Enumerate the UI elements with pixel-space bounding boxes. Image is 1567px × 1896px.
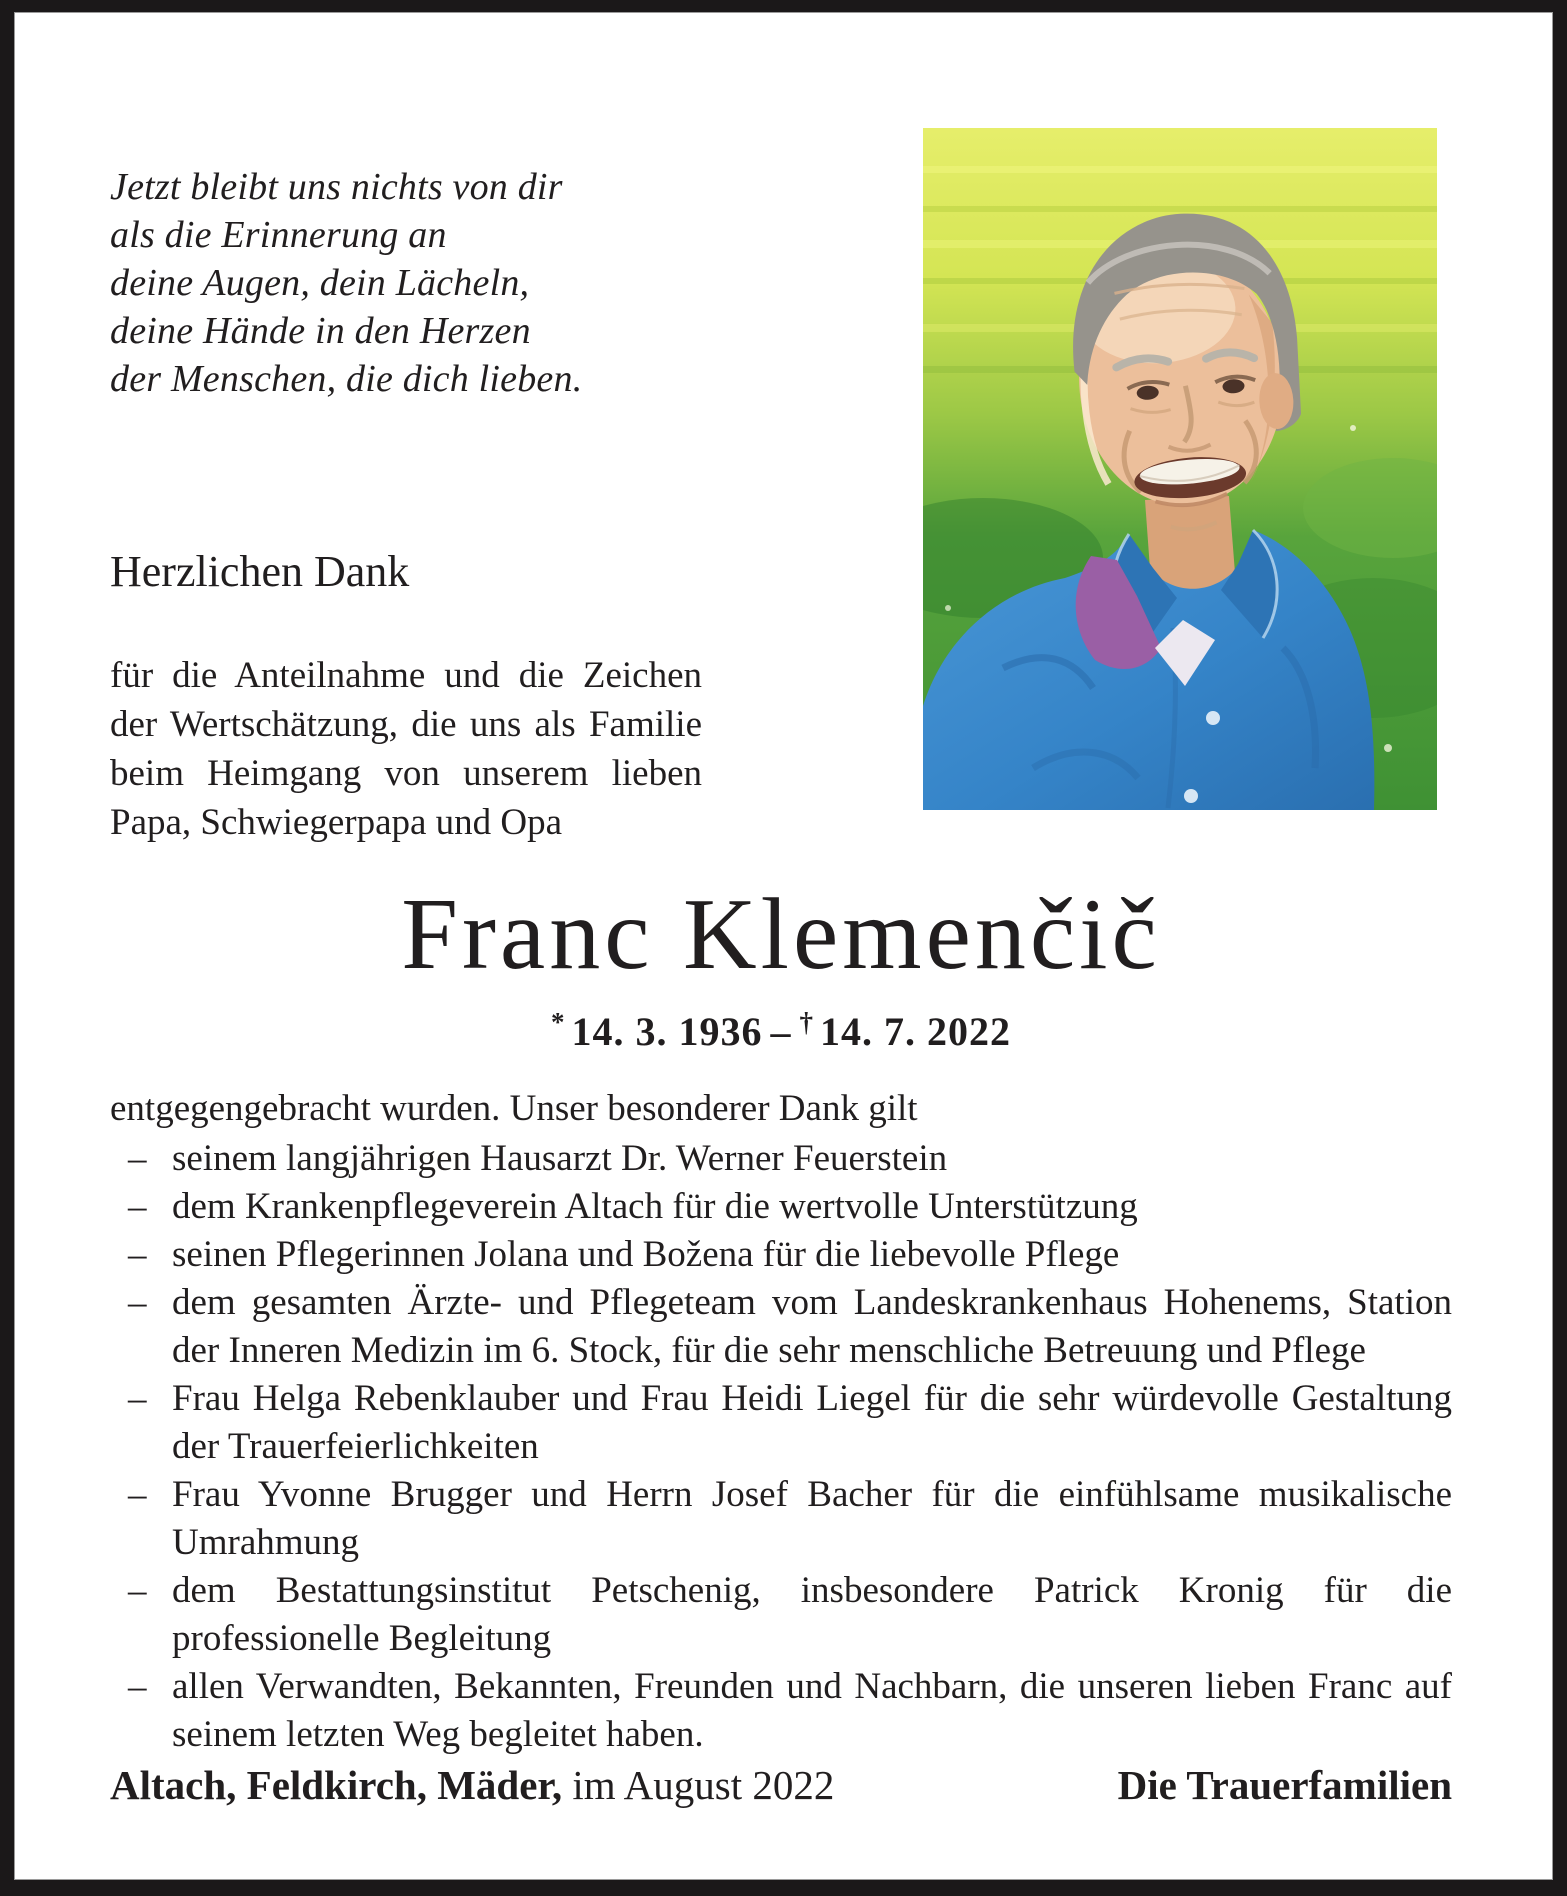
list-dash: – bbox=[128, 1666, 147, 1707]
thanks-heading: Herzlichen Dank bbox=[110, 547, 410, 596]
thanks-list-item bbox=[110, 1375, 1452, 1471]
acknowledgement-intro: entgegengebracht wurden. Unser besonderer Dank gilt bbox=[110, 1088, 918, 1129]
list-dash: – bbox=[128, 1282, 147, 1323]
thanks-list-item-text: dem Krankenpflegeverein Altach für die wertvolle Unterstützung bbox=[172, 1186, 1138, 1227]
thanks-list-item-text: dem gesamten Ärzte- und Pflegeteam vom Landeskrankenhaus Hohenems, Station der Inneren Medizin im 6. Stock, für die sehr menschliche Betreuung und Pflege bbox=[172, 1282, 1452, 1371]
poem-line: der Menschen, die dich lieben. bbox=[110, 358, 583, 400]
death-symbol: † bbox=[799, 1007, 814, 1037]
poem-line: Jetzt bleibt uns nichts von dir bbox=[110, 166, 563, 208]
thanks-list-item bbox=[110, 1279, 1452, 1375]
birth-symbol: * bbox=[551, 1007, 566, 1037]
thanks-list-item bbox=[110, 1231, 1452, 1279]
acknowledgement-section bbox=[110, 1085, 1452, 1759]
footer-places: Altach, Feldkirch, Mäder, bbox=[110, 1762, 563, 1808]
birth-date: 14. 3. 1936 bbox=[571, 1009, 763, 1054]
obituary-page bbox=[15, 13, 1552, 1879]
portrait-illustration bbox=[923, 128, 1437, 810]
thanks-list-item-text: seinem langjährigen Hausarzt Dr. Werner Feuerstein bbox=[172, 1138, 948, 1179]
shirt-button bbox=[1206, 711, 1220, 725]
deceased-name: Franc Klemenčič bbox=[401, 878, 1161, 991]
thanks-list-item-text: allen Verwandten, Bekannten, Freunden und Nachbarn, die unseren lieben Franc auf seinem letzten Weg begleitet haben. bbox=[172, 1666, 1452, 1755]
footer-row bbox=[110, 1761, 1452, 1809]
shirt-button bbox=[1184, 789, 1198, 803]
poem-line: als die Erinnerung an bbox=[110, 214, 447, 256]
thanks-list-item bbox=[110, 1183, 1452, 1231]
intro-paragraph: für die Anteilnahme und die Zeichen der Wertschätzung, die uns als Familie beim Heimgang von unserem lieben Papa, Schwiegerpapa und Opa bbox=[110, 655, 702, 843]
footer-left bbox=[110, 1761, 834, 1809]
thanks-list-item bbox=[110, 1471, 1452, 1567]
list-dash: – bbox=[128, 1186, 147, 1227]
mourning-families-signature: Die Trauerfamilien bbox=[1117, 1762, 1452, 1808]
list-dash: – bbox=[128, 1474, 147, 1515]
thanks-list-item-text: seinen Pflegerinnen Jolana und Božena für die liebevolle Pflege bbox=[172, 1234, 1120, 1275]
footer-date: im August 2022 bbox=[572, 1762, 835, 1808]
memorial-poem bbox=[110, 163, 582, 403]
thanks-list bbox=[110, 1135, 1452, 1759]
dates-separator: – bbox=[770, 1009, 792, 1054]
life-dates bbox=[110, 1007, 1452, 1055]
list-dash: – bbox=[128, 1234, 147, 1275]
poem-line: deine Augen, dein Lächeln, bbox=[110, 262, 530, 304]
thanks-list-item-text: dem Bestattungsinstitut Petschenig, insbesondere Patrick Kronig für die professionelle Begleitung bbox=[172, 1570, 1452, 1659]
portrait-photo bbox=[923, 128, 1437, 810]
thanks-list-item bbox=[110, 1567, 1452, 1663]
thanks-list-item-text: Frau Yvonne Brugger und Herrn Josef Bacher für die einfühlsame musikalische Umrahmung bbox=[172, 1474, 1452, 1563]
list-dash: – bbox=[128, 1378, 147, 1419]
death-date: 14. 7. 2022 bbox=[820, 1009, 1011, 1054]
thanks-list-item-text: Frau Helga Rebenklauber und Frau Heidi Liegel für die sehr würdevolle Gestaltung der Trauerfeierlichkeiten bbox=[172, 1378, 1452, 1467]
poem-line: deine Hände in den Herzen bbox=[110, 310, 531, 352]
list-dash: – bbox=[128, 1570, 147, 1611]
list-dash: – bbox=[128, 1138, 147, 1179]
thanks-list-item bbox=[110, 1135, 1452, 1183]
thanks-list-item bbox=[110, 1663, 1452, 1759]
deceased-name-block bbox=[110, 878, 1452, 1055]
